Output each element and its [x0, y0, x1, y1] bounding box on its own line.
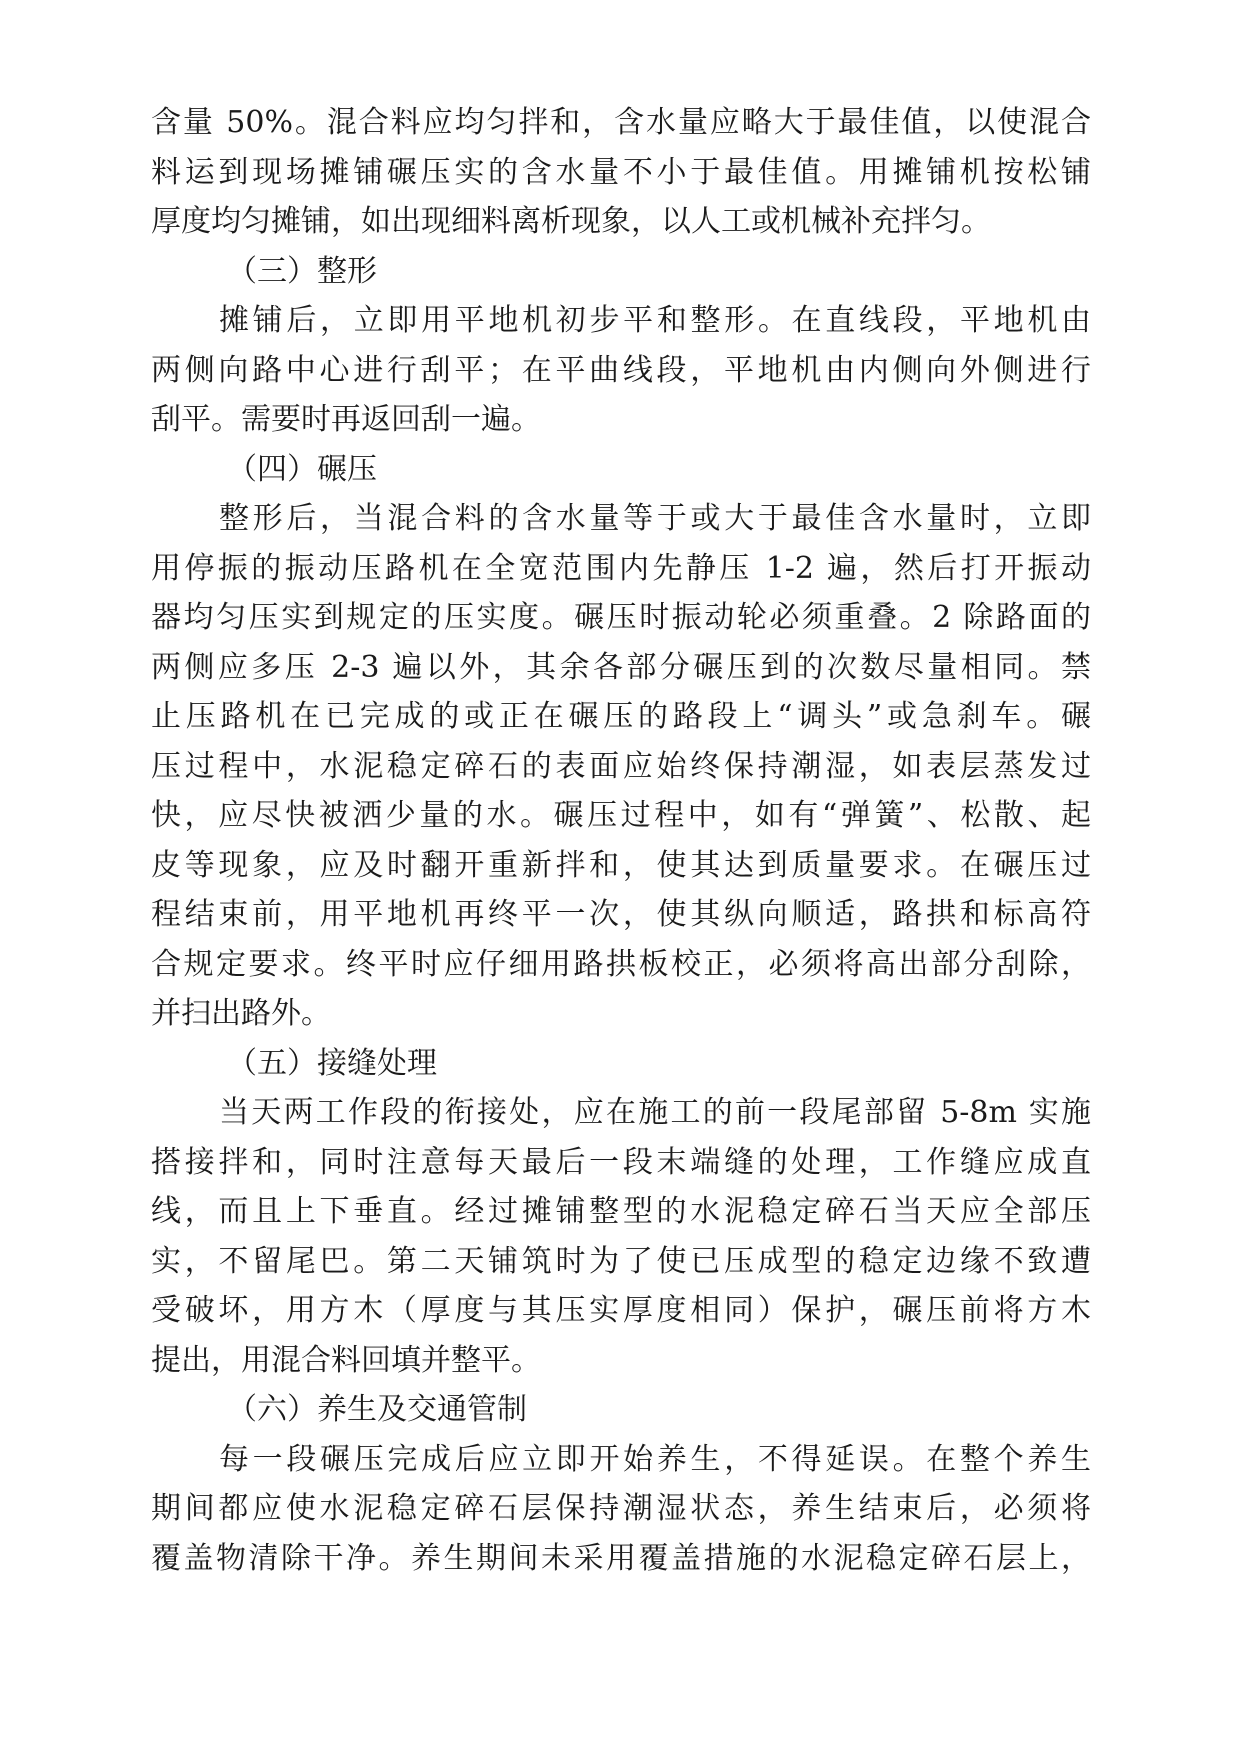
text-line: 期间都应使水泥稳定碎石层保持潮湿状态，养生结束后，必须将: [151, 1491, 1091, 1526]
text-line: 程结束前，用平地机再终平一次，使其纵向顺适，路拱和标高符: [151, 897, 1091, 932]
text-line: 搭接拌和，同时注意每天最后一段末端缝的处理，工作缝应成直: [151, 1144, 1091, 1180]
text-line: 受破坏，用方木（厚度与其压实厚度相同）保护，碾压前将方木: [151, 1293, 1091, 1328]
text-line: 含量 50%。混合料应均匀拌和，含水量应略大于最佳值，以使混合: [151, 105, 1091, 140]
text-line: 合规定要求。终平时应仔细用路拱板校正，必须将高出部分刮除，: [151, 946, 1091, 982]
section-heading: （六）养生及交通管制: [227, 1392, 527, 1427]
section-heading: （五）接缝处理: [227, 1045, 437, 1081]
text-line: 整形后，当混合料的含水量等于或大于最佳含水量时，立即: [219, 501, 1091, 536]
text-line: 料运到现场摊铺碾压实的含水量不小于最佳值。用摊铺机按松铺: [151, 154, 1091, 190]
text-line: 快，应尽快被洒少量的水。碾压过程中，如有“弹簧”、松散、起: [151, 798, 1091, 833]
text-line: 皮等现象，应及时翻开重新拌和，使其达到质量要求。在碾压过: [151, 847, 1091, 883]
text-line: 线，而且上下垂直。经过摊铺整型的水泥稳定碎石当天应全部压: [151, 1194, 1091, 1229]
text-line: 厚度均匀摊铺，如出现细料离析现象，以人工或机械补充拌匀。: [151, 204, 991, 239]
text-line: 两侧向路中心进行刮平；在平曲线段，平地机由内侧向外侧进行: [151, 352, 1091, 388]
text-line: 止压路机在已完成的或正在碾压的路段上“调头”或急刹车。碾: [151, 699, 1091, 734]
section-heading: （四）碾压: [227, 451, 377, 487]
text-line: 当天两工作段的衔接处，应在施工的前一段尾部留 5-8m 实施: [219, 1095, 1091, 1130]
text-line: 压过程中，水泥稳定碎石的表面应始终保持潮湿，如表层蒸发过: [151, 748, 1091, 784]
text-line: 提出，用混合料回填并整平。: [151, 1342, 541, 1378]
text-line: 实，不留尾巴。第二天铺筑时为了使已压成型的稳定边缘不致遭: [151, 1243, 1091, 1279]
section-heading: （三）整形: [227, 253, 377, 289]
text-line: 并扫出路外。: [151, 996, 331, 1031]
text-line: 摊铺后，立即用平地机初步平和整形。在直线段，平地机由: [219, 303, 1091, 338]
text-line: 器均匀压实到规定的压实度。碾压时振动轮必须重叠。2 除路面的: [151, 600, 1091, 635]
text-line: 刮平。需要时再返回刮一遍。: [151, 402, 541, 437]
text-line: 用停振的振动压路机在全宽范围内先静压 1-2 遍，然后打开振动: [151, 550, 1091, 586]
text-line: 覆盖物清除干净。养生期间未采用覆盖措施的水泥稳定碎石层上，: [151, 1540, 1091, 1576]
body-text: [151, 98, 1091, 1583]
text-line: 每一段碾压完成后应立即开始养生，不得延误。在整个养生: [219, 1441, 1091, 1477]
text-line: 两侧应多压 2-3 遍以外，其余各部分碾压到的次数尽量相同。禁: [151, 649, 1091, 685]
